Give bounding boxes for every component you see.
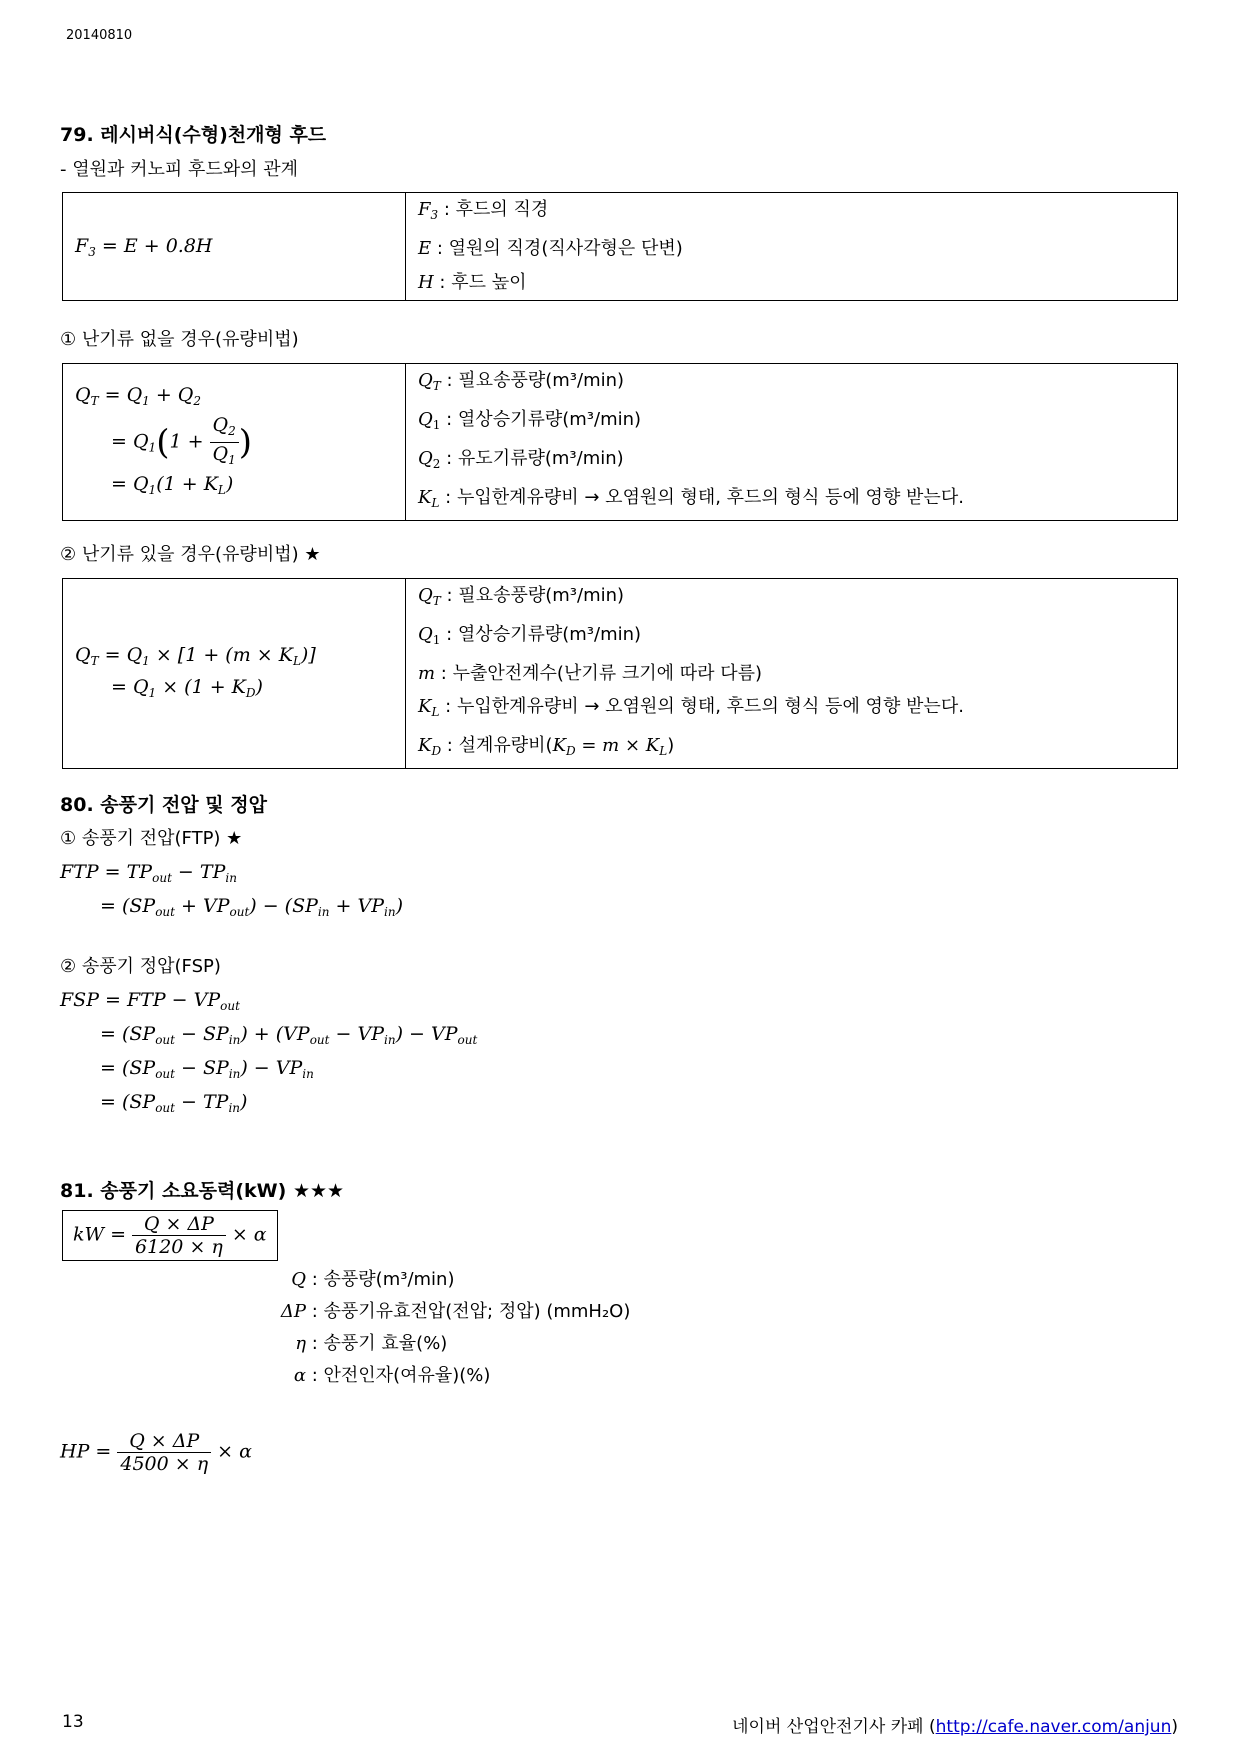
fsp-title: ② 송풍기 정압(FSP) [60, 956, 221, 977]
formula-kw-box: kW = $\frac{Q \times \Delta P}{6120 \times \eta}$ × α [62, 1210, 278, 1261]
def-qt: 필요송풍량(m³/min) [458, 370, 625, 391]
section-81-title: 81. 송풍기 소요동력(kW) ★★★ [60, 1180, 345, 1202]
case-2-title: ② 난기류 있을 경우(유량비법) ★ [60, 544, 321, 565]
def-alpha: 안전인자(여유율)(%) [323, 1365, 491, 1386]
def-line: ΔP : 송풍기유효전압(전압; 정압) (mmH₂O) [280, 1301, 631, 1322]
def-line: $F_3$ : 후드의 직경 [418, 199, 549, 222]
def-line: $K_D$ : 설계유량비$(K_D = m \times K_L)$ [418, 735, 675, 758]
kw-definitions [268, 1264, 630, 1392]
footer-site-link[interactable]: http://cafe.naver.com/anjun [935, 1717, 1172, 1737]
def-h: 후드 높이 [451, 272, 527, 293]
def-kd: 설계유량비 [458, 735, 546, 756]
def-line: $Q_2$ : 유도기류량(m³/min) [418, 448, 624, 471]
def-q2: 유도기류량(m³/min) [457, 448, 624, 469]
definition-cell [406, 579, 1178, 769]
def-line: $K_L$ : 누입한계유량비 → 오염원의 형태, 후드의 형식 등에 영향 받는다. [418, 487, 964, 510]
definition-cell [406, 193, 1178, 301]
section-80-title: 80. 송풍기 전압 및 정압 [60, 794, 267, 816]
def-q1: 열상승기류량(m³/min) [457, 409, 642, 430]
def-f3: 후드의 직경 [455, 199, 549, 220]
formula-fsp-line4: = $(SP_{out} - TP_{in})$ [100, 1091, 248, 1115]
formula-f3: $F_3 = E + 0.8H$ [75, 234, 213, 259]
case-1-title: ① 난기류 없을 경우(유량비법) [60, 329, 299, 350]
formula-cell [63, 193, 406, 301]
formula-qt-cross-2: = $Q_1 \times (1 + K_D)$ [111, 675, 263, 700]
def-line: $Q_1$ : 열상승기류량(m³/min) [418, 624, 642, 647]
formula-box-hood-diameter [62, 192, 1178, 301]
def-line: α : 안전인자(여유율)(%) [293, 1365, 491, 1386]
def-line: η : 송풍기 효율(%) [295, 1333, 448, 1354]
formula-qt-3: = $Q_1(1 + K_L)$ [111, 472, 234, 497]
formula-fsp-line2: = $(SP_{out} - SP_{in}) + (VP_{out} - VP_{in}) - VP_{out}$ [100, 1023, 478, 1047]
page-number: 13 [62, 1712, 84, 1732]
def-dp: 송풍기유효전압(전압; 정압) (mmH₂O) [323, 1301, 631, 1322]
ftp-title: ① 송풍기 전압(FTP) ★ [60, 828, 243, 849]
def-line: $Q_T$ : 필요송풍량(m³/min) [418, 585, 625, 608]
section-79-subtitle: - 열원과 커노피 후드와의 관계 [60, 159, 299, 180]
def-m: 누출안전계수(난기류 크기에 따라 다름) [452, 663, 763, 684]
def-eta: 송풍기 효율(%) [323, 1333, 448, 1354]
formula-fsp [60, 986, 477, 1122]
formula-box-with-crossdraft [62, 578, 1178, 769]
formula-cell [63, 364, 406, 521]
formula-fsp-line3: = $(SP_{out} - SP_{in}) - VP_{in}$ [100, 1057, 314, 1081]
formula-ftp-line2: = $(SP_{out} + VP_{out}) - (SP_{in} + VP_{in})$ [100, 895, 403, 919]
section-79-title: 79. 레시버식(수형)천개형 후드 [60, 124, 327, 146]
def-line: $K_L$ : 누입한계유량비 → 오염원의 형태, 후드의 형식 등에 영향 받는다. [418, 696, 964, 719]
def-q1: 열상승기류량(m³/min) [457, 624, 642, 645]
formula-ftp-line1: FTP = $TP_{out} - TP_{in}$ [60, 861, 237, 885]
formula-qt-cross-1: $Q_T = Q_1 \times [1 + (m \times K_L)]$ [75, 643, 316, 668]
footer-site: 네이버 산업안전기사 카페 (http://cafe.naver.com/anjun) [732, 1717, 1178, 1737]
def-kl: 누입한계유량비 → 오염원의 형태, 후드의 형식 등에 영향 받는다. [456, 487, 964, 508]
formula-ftp [60, 858, 403, 926]
def-line: $Q_1$ : 열상승기류량(m³/min) [418, 409, 642, 432]
def-line: m : 누출안전계수(난기류 크기에 따라 다름) [418, 663, 763, 684]
def-line: $Q_T$ : 필요송풍량(m³/min) [418, 370, 625, 393]
def-e: 열원의 직경(직사각형은 단변) [448, 238, 683, 259]
definition-cell [406, 364, 1178, 521]
def-line: E : 열원의 직경(직사각형은 단변) [418, 238, 683, 259]
formula-qt-1: $Q_T = Q_1 + Q_2$ [75, 383, 202, 408]
formula-box-no-crossdraft [62, 363, 1178, 521]
formula-fsp-line1: FSP = FTP − $VP_{out}$ [60, 989, 240, 1013]
def-line: Q : 송풍량(m³/min) [291, 1269, 455, 1290]
def-kl: 누입한계유량비 → 오염원의 형태, 후드의 형식 등에 영향 받는다. [456, 696, 964, 717]
formula-cell [63, 579, 406, 769]
def-line: H : 후드 높이 [418, 272, 527, 293]
formula-qt-2: = $Q_1(1$ + $\frac{Q_2}{Q_1}$ ) [111, 413, 253, 467]
def-q: 송풍량(m³/min) [323, 1269, 455, 1290]
header-date: 20140810 [66, 28, 133, 43]
formula-hp: HP = $\frac{Q \times \Delta P}{4500 \times \eta}$ × α [60, 1430, 252, 1475]
footer-site-label: 네이버 산업안전기사 카페 [732, 1717, 924, 1737]
def-qt: 필요송풍량(m³/min) [458, 585, 625, 606]
